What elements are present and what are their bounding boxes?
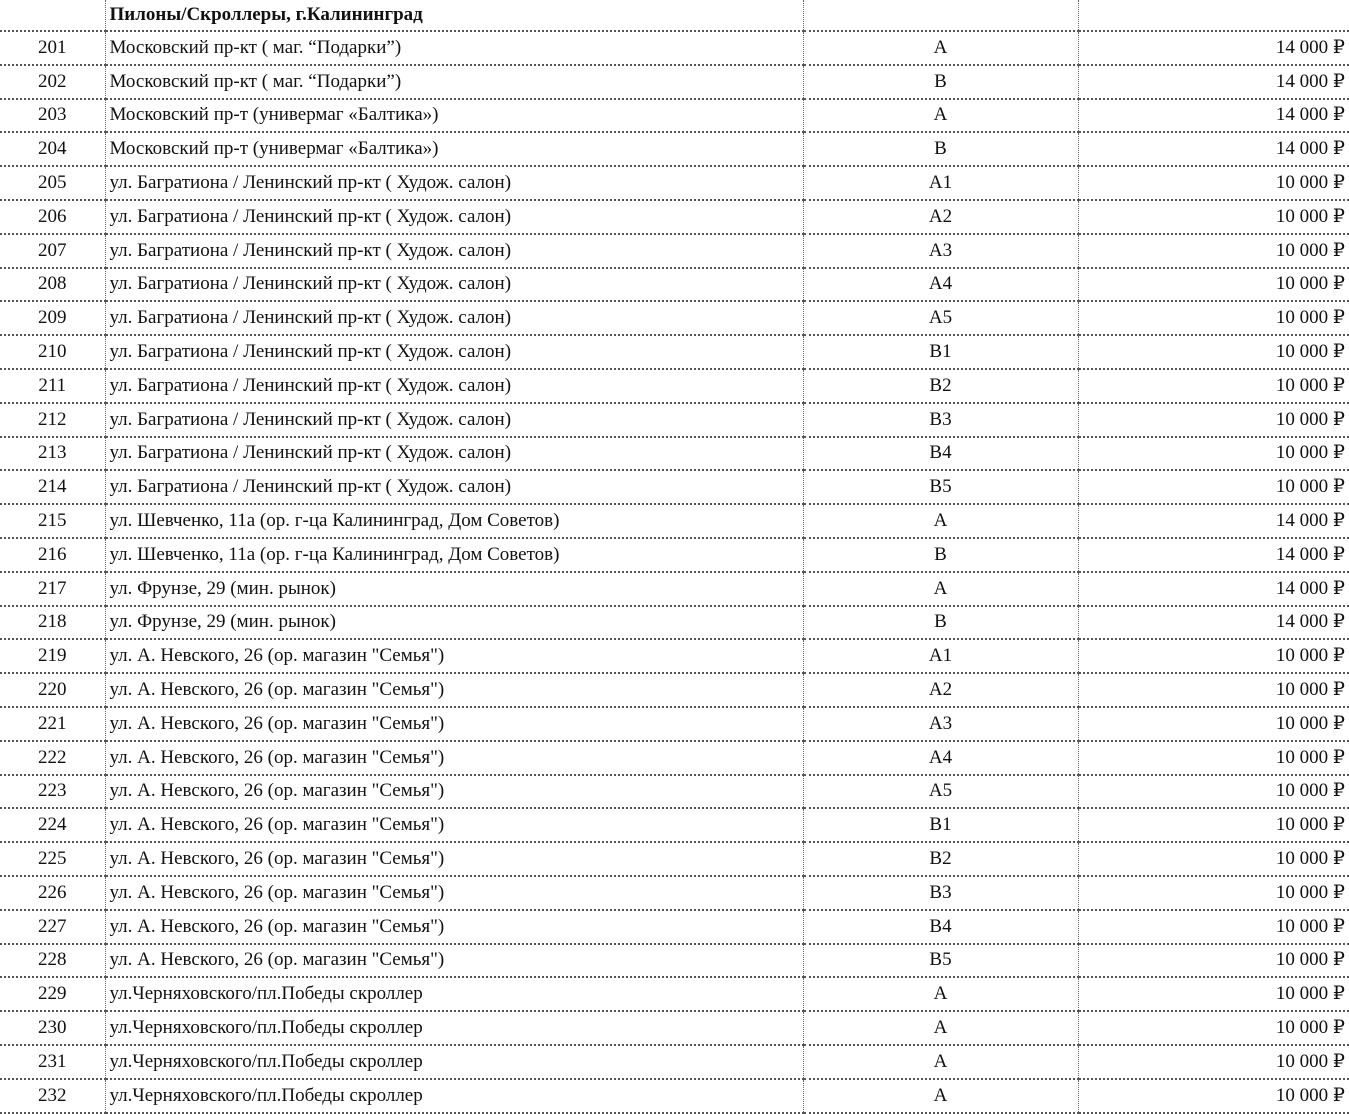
table-row [0,944,1349,978]
side-cell[interactable]: В [803,606,1078,640]
price-cell[interactable]: 14 000 ₽ [1078,99,1349,133]
table-row [0,437,1349,471]
price-cell[interactable]: 14 000 ₽ [1078,504,1349,538]
table-row [0,673,1349,707]
price-cell[interactable]: 10 000 ₽ [1078,842,1349,876]
title-row [0,0,1349,31]
address-cell[interactable]: ул. А. Невского, 26 (ор. магазин "Семья") [105,910,803,944]
price-cell[interactable]: 10 000 ₽ [1078,470,1349,504]
price-cell[interactable]: 10 000 ₽ [1078,673,1349,707]
address-cell[interactable]: ул. А. Невского, 26 (ор. магазин "Семья") [105,707,803,741]
price-cell[interactable]: 14 000 ₽ [1078,31,1349,65]
row-number[interactable]: 204 [0,132,105,166]
row-number[interactable]: 202 [0,65,105,99]
table-row [0,31,1349,65]
address-cell[interactable]: ул. Багратиона / Ленинский пр-кт ( Худож. салон) [105,470,803,504]
table-row [0,369,1349,403]
address-cell[interactable]: ул. Шевченко, 11а (ор. г-ца Калининград, Дом Советов) [105,504,803,538]
table-row [0,1079,1349,1113]
address-cell[interactable]: ул. Багратиона / Ленинский пр-кт ( Худож. салон) [105,369,803,403]
side-cell[interactable]: В4 [803,437,1078,471]
address-cell[interactable]: ул. А. Невского, 26 (ор. магазин "Семья") [105,673,803,707]
side-cell[interactable]: А2 [803,673,1078,707]
price-cell[interactable]: 10 000 ₽ [1078,1079,1349,1113]
price-cell[interactable]: 10 000 ₽ [1078,876,1349,910]
table-row [0,741,1349,775]
price-cell[interactable]: 14 000 ₽ [1078,65,1349,99]
table-row [0,1045,1349,1079]
address-cell[interactable]: ул. Багратиона / Ленинский пр-кт ( Худож. салон) [105,234,803,268]
side-cell[interactable]: А5 [803,775,1078,809]
row-number[interactable]: 223 [0,775,105,809]
row-number[interactable]: 216 [0,538,105,572]
price-cell[interactable]: 10 000 ₽ [1078,1011,1349,1045]
price-cell[interactable]: 10 000 ₽ [1078,741,1349,775]
table-row [0,99,1349,133]
side-cell[interactable]: А [803,31,1078,65]
row-number[interactable]: 225 [0,842,105,876]
table-row [0,1011,1349,1045]
address-cell[interactable]: ул.Черняховского/пл.Победы скроллер [105,1079,803,1113]
row-number[interactable]: 218 [0,606,105,640]
address-cell[interactable]: ул.Черняховского/пл.Победы скроллер [105,977,803,1011]
price-cell[interactable]: 10 000 ₽ [1078,639,1349,673]
price-cell[interactable]: 10 000 ₽ [1078,707,1349,741]
price-cell[interactable]: 10 000 ₽ [1078,369,1349,403]
address-cell[interactable]: ул. Фрунзе, 29 (мин. рынок) [105,606,803,640]
row-number[interactable]: 219 [0,639,105,673]
side-cell[interactable]: А [803,572,1078,606]
row-number[interactable]: 203 [0,99,105,133]
address-cell[interactable]: ул.Черняховского/пл.Победы скроллер [105,1011,803,1045]
price-cell[interactable]: 14 000 ₽ [1078,572,1349,606]
address-cell[interactable]: ул. Багратиона / Ленинский пр-кт ( Худож. салон) [105,335,803,369]
row-number[interactable]: 229 [0,977,105,1011]
table-row [0,65,1349,99]
price-cell[interactable]: 10 000 ₽ [1078,944,1349,978]
row-number[interactable]: 222 [0,741,105,775]
side-cell[interactable]: В1 [803,808,1078,842]
address-cell[interactable]: ул. Шевченко, 11а (ор. г-ца Калининград, Дом Советов) [105,538,803,572]
side-cell[interactable]: А [803,1045,1078,1079]
table-row [0,977,1349,1011]
table-row [0,842,1349,876]
row-number[interactable]: 227 [0,910,105,944]
side-cell[interactable]: А4 [803,741,1078,775]
row-number[interactable]: 209 [0,301,105,335]
side-cell[interactable]: А [803,977,1078,1011]
row-number[interactable]: 210 [0,335,105,369]
side-cell[interactable]: А [803,1011,1078,1045]
price-cell[interactable]: 10 000 ₽ [1078,335,1349,369]
side-cell[interactable]: А1 [803,639,1078,673]
side-cell[interactable]: В4 [803,910,1078,944]
address-cell[interactable]: ул. А. Невского, 26 (ор. магазин "Семья") [105,741,803,775]
side-cell[interactable]: А [803,504,1078,538]
side-cell[interactable]: А3 [803,234,1078,268]
address-cell[interactable]: Московский пр-т (универмаг «Балтика») [105,99,803,133]
row-number[interactable]: 207 [0,234,105,268]
price-cell[interactable]: 10 000 ₽ [1078,437,1349,471]
address-cell[interactable]: ул. Фрунзе, 29 (мин. рынок) [105,572,803,606]
row-number[interactable]: 231 [0,1045,105,1079]
address-cell[interactable]: ул. А. Невского, 26 (ор. магазин "Семья") [105,775,803,809]
side-cell[interactable]: А2 [803,200,1078,234]
side-cell[interactable]: В5 [803,944,1078,978]
side-cell[interactable]: В [803,65,1078,99]
address-cell[interactable]: Московский пр-кт ( маг. “Подарки”) [105,65,803,99]
side-cell[interactable]: А5 [803,301,1078,335]
row-number[interactable]: 214 [0,470,105,504]
address-cell[interactable]: ул. Багратиона / Ленинский пр-кт ( Худож. салон) [105,403,803,437]
table-row [0,775,1349,809]
side-cell[interactable]: В2 [803,369,1078,403]
row-number[interactable]: 213 [0,437,105,471]
address-cell[interactable]: Московский пр-кт ( маг. “Подарки”) [105,31,803,65]
price-cell[interactable]: 14 000 ₽ [1078,132,1349,166]
table-row [0,572,1349,606]
row-number[interactable]: 224 [0,808,105,842]
table-row [0,910,1349,944]
table-row [0,200,1349,234]
table-row [0,268,1349,302]
table-row [0,504,1349,538]
table-row [0,166,1349,200]
price-cell[interactable]: 10 000 ₽ [1078,977,1349,1011]
side-cell[interactable]: А3 [803,707,1078,741]
side-cell[interactable]: В2 [803,842,1078,876]
row-number[interactable]: 205 [0,166,105,200]
address-cell[interactable]: ул. Багратиона / Ленинский пр-кт ( Худож. салон) [105,268,803,302]
section-title[interactable]: Пилоны/Скроллеры, г.Калининград [105,0,803,31]
table-row [0,301,1349,335]
address-cell[interactable]: ул. Багратиона / Ленинский пр-кт ( Худож. салон) [105,200,803,234]
side-cell[interactable]: А1 [803,166,1078,200]
price-cell[interactable]: 10 000 ₽ [1078,166,1349,200]
price-cell[interactable]: 10 000 ₽ [1078,775,1349,809]
address-cell[interactable]: ул. А. Невского, 26 (ор. магазин "Семья") [105,944,803,978]
title-row-side-cell[interactable] [803,0,1078,31]
price-cell[interactable]: 10 000 ₽ [1078,234,1349,268]
price-cell[interactable]: 14 000 ₽ [1078,538,1349,572]
side-cell[interactable]: В5 [803,470,1078,504]
address-cell[interactable]: ул. А. Невского, 26 (ор. магазин "Семья") [105,876,803,910]
side-cell[interactable]: А [803,1079,1078,1113]
table-row [0,707,1349,741]
side-cell[interactable]: В3 [803,403,1078,437]
row-number[interactable]: 211 [0,369,105,403]
price-cell[interactable]: 10 000 ₽ [1078,403,1349,437]
row-number[interactable]: 221 [0,707,105,741]
row-number[interactable]: 232 [0,1079,105,1113]
address-cell[interactable]: ул. А. Невского, 26 (ор. магазин "Семья") [105,808,803,842]
table-row [0,808,1349,842]
address-cell[interactable]: ул. Багратиона / Ленинский пр-кт ( Худож. салон) [105,166,803,200]
row-number[interactable]: 208 [0,268,105,302]
table-row [0,538,1349,572]
table-row [0,470,1349,504]
table-row [0,639,1349,673]
title-row-price-cell[interactable] [1078,0,1349,31]
row-number[interactable]: 228 [0,944,105,978]
table-row [0,876,1349,910]
side-cell[interactable]: В [803,538,1078,572]
address-cell[interactable]: ул. Багратиона / Ленинский пр-кт ( Худож. салон) [105,301,803,335]
row-number[interactable]: 206 [0,200,105,234]
address-cell[interactable]: ул. А. Невского, 26 (ор. магазин "Семья") [105,639,803,673]
side-cell[interactable]: А4 [803,268,1078,302]
row-number[interactable]: 220 [0,673,105,707]
side-cell[interactable]: А [803,99,1078,133]
address-cell[interactable]: ул. А. Невского, 26 (ор. магазин "Семья") [105,842,803,876]
price-cell[interactable]: 10 000 ₽ [1078,268,1349,302]
price-cell[interactable]: 10 000 ₽ [1078,200,1349,234]
price-cell[interactable]: 10 000 ₽ [1078,301,1349,335]
table-row [0,335,1349,369]
table-row [0,403,1349,437]
table-row [0,234,1349,268]
table-row [0,132,1349,166]
price-cell[interactable]: 10 000 ₽ [1078,1045,1349,1079]
address-cell[interactable]: Московский пр-т (универмаг «Балтика») [105,132,803,166]
side-cell[interactable]: В1 [803,335,1078,369]
side-cell[interactable]: В [803,132,1078,166]
price-cell[interactable]: 10 000 ₽ [1078,808,1349,842]
side-cell[interactable]: В3 [803,876,1078,910]
row-number[interactable]: 201 [0,31,105,65]
address-cell[interactable]: ул.Черняховского/пл.Победы скроллер [105,1045,803,1079]
row-number[interactable]: 226 [0,876,105,910]
title-row-num-cell[interactable] [0,0,105,31]
row-number[interactable]: 230 [0,1011,105,1045]
address-cell[interactable]: ул. Багратиона / Ленинский пр-кт ( Худож. салон) [105,437,803,471]
table-row [0,606,1349,640]
row-number[interactable]: 217 [0,572,105,606]
price-cell[interactable]: 10 000 ₽ [1078,910,1349,944]
price-cell[interactable]: 14 000 ₽ [1078,606,1349,640]
row-number[interactable]: 215 [0,504,105,538]
row-number[interactable]: 212 [0,403,105,437]
